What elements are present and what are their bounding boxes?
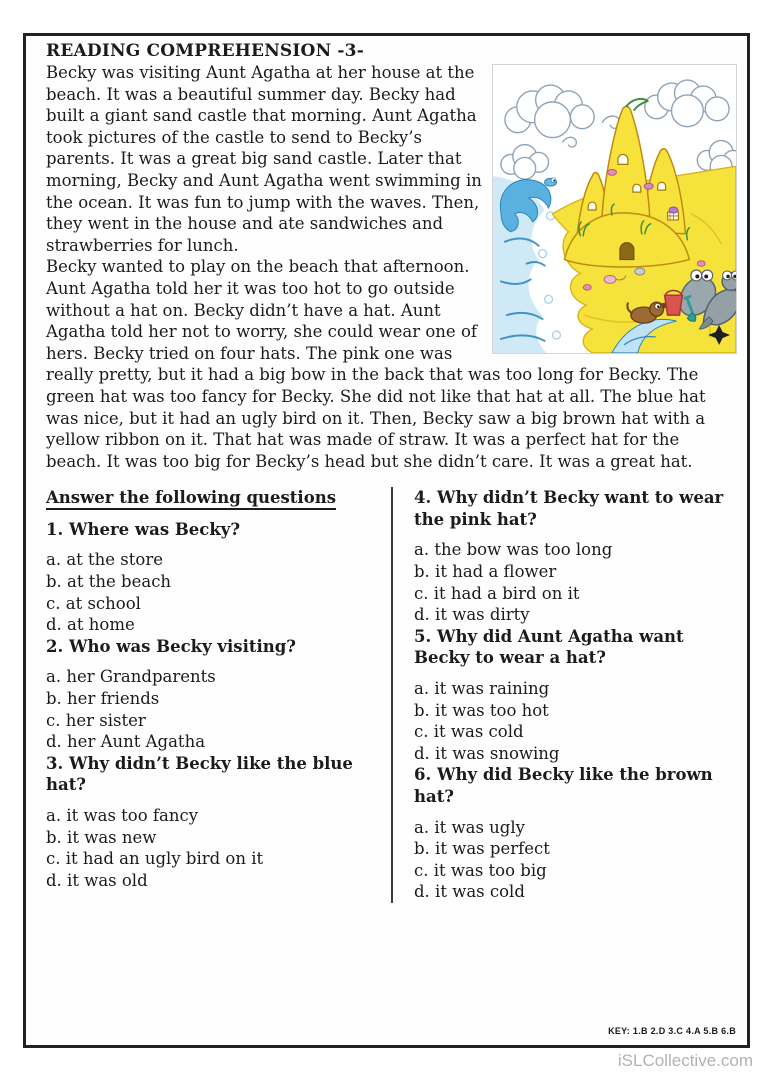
question-5: [414, 626, 737, 765]
question-label: 2. Who was Becky visiting?: [46, 636, 296, 656]
answer-option: c. it was too big: [414, 860, 547, 880]
question-label: 6. Why did Becky like the brown hat?: [414, 765, 713, 806]
question-2: [46, 636, 385, 753]
question-options: [46, 666, 385, 752]
question-options: [414, 817, 737, 903]
answer-option: c. it had a bird on it: [414, 583, 580, 603]
questions-right-column: [391, 487, 737, 903]
question-label: 5. Why did Aunt Agatha want Becky to wear a hat?: [414, 626, 684, 668]
answer-option: a. her Grandparents: [46, 667, 216, 687]
answer-key: KEY: 1.B 2.D 3.C 4.A 5.B 6.B: [608, 1026, 736, 1036]
answer-option: a. it was ugly: [414, 817, 525, 837]
question-label: 3. Why didn’t Becky like the blue hat?: [46, 753, 353, 795]
answer-option: b. it had a flower: [414, 562, 557, 582]
answer-option: b. her friends: [46, 689, 160, 709]
questions-heading: Answer the following questions: [46, 487, 385, 509]
answer-option: d. it was dirty: [414, 605, 530, 625]
questions-left-column: [46, 487, 391, 903]
question-6: [414, 764, 737, 903]
answer-option: a. it was too fancy: [46, 806, 199, 825]
answer-option: d. her Aunt Agatha: [46, 732, 206, 752]
worksheet-page: [23, 33, 750, 1048]
answer-option: a. at the store: [46, 550, 163, 570]
answer-option: c. it was cold: [414, 722, 524, 742]
question-3: [46, 753, 385, 892]
answer-option: d. it was snowing: [414, 743, 560, 763]
story-paragraph-2: Becky wanted to play on the beach that afternoon. Aunt Agatha told her it was too hot to go outside without a hat on. Becky didn’t have a hat. Aunt Agatha told her not to worry, she could wear one of hers. Becky tried on four hats. The pink one was really pretty, but it had a big bow in the back that was too long for Becky. The green hat was too fancy for Becky. She did not like that hat at all. The blue hat was nice, but it had an ugly bird on it. Then, Becky saw a big brown hat with a yellow ribbon on it. That hat was made of straw. It was a perfect hat for the beach. It was too big for Becky’s head but she didn’t care. It was a great hat.: [46, 257, 706, 471]
question-options: [414, 678, 737, 764]
ocean-waves-icon: [493, 176, 560, 353]
answer-option: c. her sister: [46, 710, 146, 730]
answer-option: b. at the beach: [46, 572, 172, 592]
answer-option: c. it had an ugly bird on it: [46, 849, 264, 869]
story-paragraph-1: Becky was visiting Aunt Agatha at her house at the beach. It was a beautiful summer day. Becky had built a giant sand castle that morning. Aunt Agatha took pictures of the castle to send to Becky’s parents. It was a great big sand castle. Later that morning, Becky and Aunt Agatha went swimming in the ocean. It was fun to jump with the waves. Then, they went in the house and ate sandwiches and strawberries for lunch.: [46, 63, 482, 255]
question-1: [46, 519, 385, 636]
answer-option: b. it was new: [46, 827, 157, 847]
islcollective-watermark: iSLCollective.com: [617, 1051, 753, 1070]
answer-option: b. it was perfect: [414, 839, 550, 859]
answer-option: d. at home: [46, 615, 135, 635]
question-label: 4. Why didn’t Becky want to wear the pink hat?: [414, 488, 724, 529]
question-label: 1. Where was Becky?: [46, 519, 241, 539]
answer-option: c. at school: [46, 593, 141, 613]
answer-option: d. it was old: [46, 870, 148, 890]
questions-section: [46, 487, 737, 903]
question-options: [414, 539, 737, 625]
beach-sandcastle-illustration: [492, 64, 737, 354]
question-4: [414, 487, 737, 626]
question-options: [46, 549, 385, 635]
answer-option: a. it was raining: [414, 679, 550, 699]
answer-option: a. the bow was too long: [414, 540, 613, 560]
answer-option: b. it was too hot: [414, 700, 549, 720]
page-title: READING COMPREHENSION -3-: [46, 41, 364, 61]
question-options: [46, 805, 385, 891]
story-section: [46, 62, 737, 472]
answer-option: d. it was cold: [414, 882, 525, 902]
